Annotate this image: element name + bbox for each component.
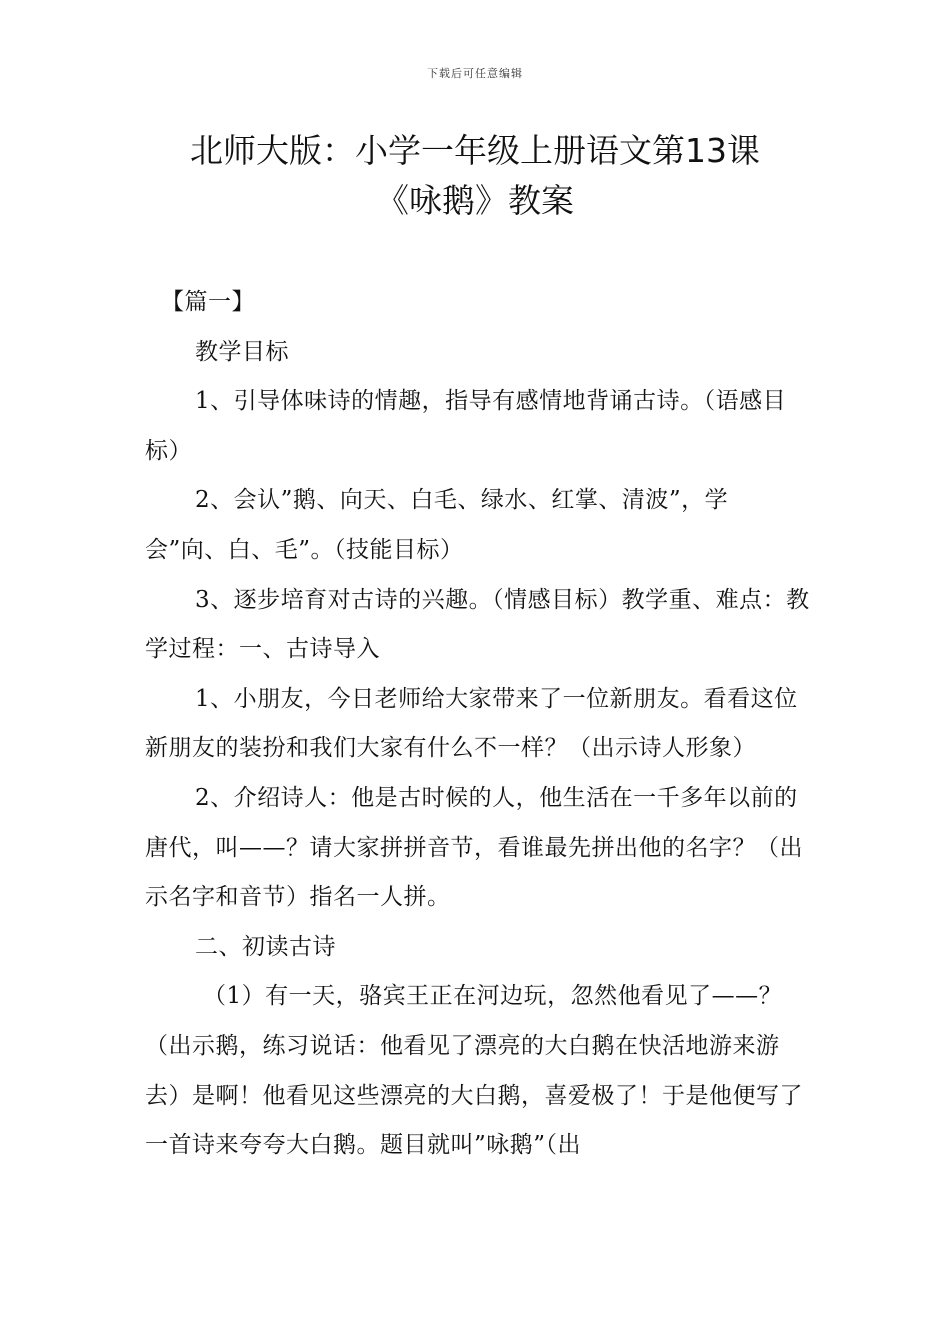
document-body: [145, 278, 810, 1171]
title-line-1: 北师大版：小学一年级上册语文第13课: [190, 131, 760, 170]
paragraph-intro-2: 2、介绍诗人：他是古时候的人，他生活在一千多年以前的唐代，叫——？请大家拼拼音节，看谁最先拼出他的名字？（出示名字和音节）指名一人拼。: [145, 784, 803, 911]
paragraph-first-reading-1: （1）有一天，骆宾王正在河边玩，忽然他看见了——？（出示鹅，练习说话：他看见了漂亮的大白鹅在快活地游来游去）是啊！他看见这些漂亮的大白鹅，喜爱极了！于是他便写了一首诗来夸夸大白鹅。题目就叫”咏鹅”（出: [145, 983, 803, 1159]
paragraph-goal-2: 2、会认”鹅、向天、白毛、绿水、红掌、清波”，学会”向、白、毛”。（技能目标）: [145, 487, 729, 563]
paragraph-intro-1: 1、小朋友，今日老师给大家带来了一位新朋友。看看这位新朋友的装扮和我们大家有什么不一样？（出示诗人形象）: [145, 685, 798, 762]
title-line-2: 《咏鹅》教案: [376, 181, 574, 220]
document-title: [95, 126, 855, 226]
section-tag: 【篇一】: [161, 289, 255, 315]
header-note: 下载后可任意编辑: [427, 67, 523, 80]
heading-teaching-goals: 教学目标: [195, 338, 289, 365]
paragraph-goal-1: 1、引导体味诗的情趣，指导有感情地背诵古诗。（语感目标）: [145, 388, 787, 464]
paragraph-goal-3: 3、逐步培育对古诗的兴趣。（情感目标）教学重、难点：教学过程：一、古诗导入: [145, 586, 810, 663]
heading-first-reading: 二、初读古诗: [195, 933, 336, 960]
